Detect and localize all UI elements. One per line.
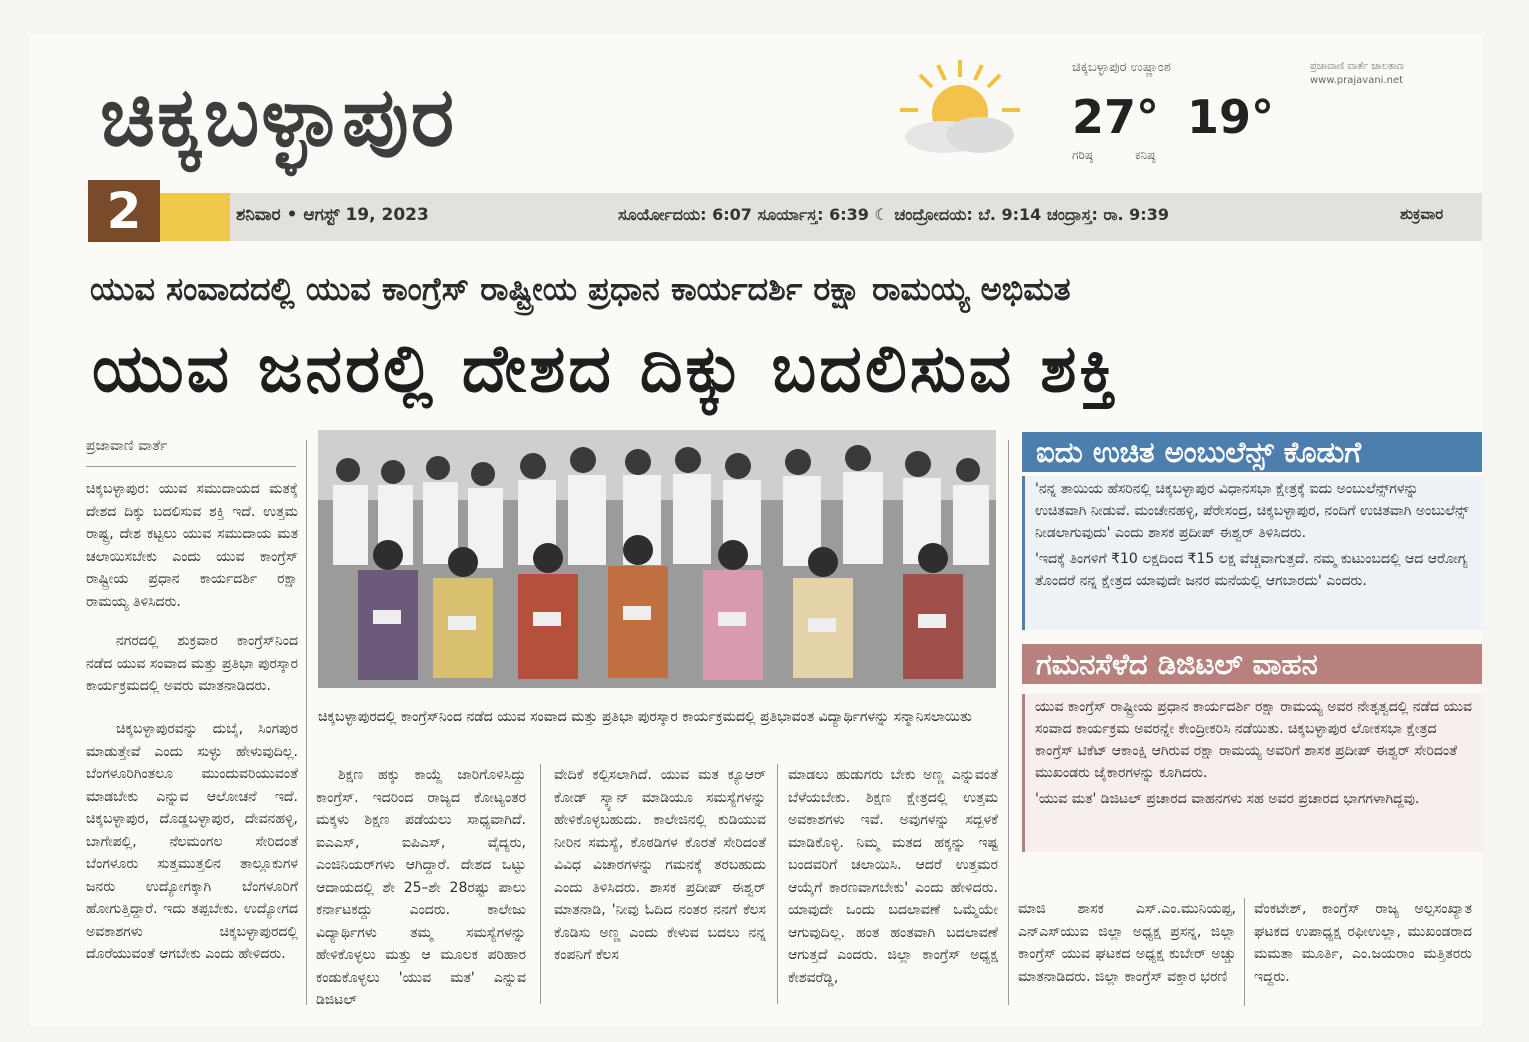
divider	[86, 466, 296, 467]
masthead-title: ಚಿಕ್ಕಬಳ್ಳಾಪುರ	[100, 70, 457, 165]
max-temp: 27°	[1072, 90, 1160, 144]
digital-vehicle-paragraph-1: ಯುವ ಕಾಂಗ್ರೆಸ್ ರಾಷ್ಟ್ರೀಯ ಪ್ರಧಾನ ಕಾರ್ಯದರ್ಶಿ ರಕ್ಷಾ ರಾಮಯ್ಯ ಅವರ ನೇತೃತ್ವದಲ್ಲಿ ನಡೆದ ಯುವ ಸಂವಾದ ಕಾರ್ಯಕ್ರಮ ಅವರನ್ನೇ ಕೇಂದ್ರೀಕರಿಸಿ ನಡೆಯಿತು. ಚಿಕ್ಕಬಳ್ಳಾಪುರ ಲೋಕಸಭಾ ಕ್ಷೇತ್ರದ ಕಾಂಗ್ರೆಸ್ ಟಿಕೆಟ್ ಆಕಾಂಕ್ಷಿ ಆಗಿರುವ ರಕ್ಷಾ ರಾಮಯ್ಯ ಅವರಿಗೆ ಶಾಸಕ ಪ್ರದೀಪ್ ಈಶ್ವರ್ ಸೇರಿದಂತೆ ಮುಖಂಡರು ಜೈಕಾರಗಳನ್ನು ಕೂಗಿದರು.	[1035, 699, 1472, 781]
column-rule	[1244, 898, 1245, 1006]
issue-date: ಶನಿವಾರ • ಆಗಸ್ಟ್ 19, 2023	[236, 205, 429, 225]
article-col1-mid: ನಗರದಲ್ಲಿ ಶುಕ್ರವಾರ ಕಾಂಗ್ರೆಸ್‌ನಿಂದ ನಡೆದ ಯುವ ಸಂವಾದ ಮತ್ತು ಪ್ರತಿಭಾ ಪುರಸ್ಕಾರ ಕಾರ್ಯಕ್ರಮದಲ್ಲಿ ಅವರು ಮಾತನಾಡಿದರು.	[86, 633, 298, 694]
max-temp-label: ಗರಿಷ್ಠ	[1072, 148, 1093, 162]
accent-block	[160, 193, 230, 241]
main-headline: ಯುವ ಜನರಲ್ಲಿ ದೇಶದ ದಿಕ್ಕು ಬದಲಿಸುವ ಶಕ್ತಿ	[92, 330, 1119, 407]
event-photo	[318, 430, 996, 688]
sun-moon-times: ಸೂರ್ಯೋದಯ: 6:07 ಸೂರ್ಯಾಸ್ತ: 6:39 ☾ ಚಂದ್ರೋದಯ: ಬೆ. 9:14 ಚಂದ್ರಾಸ್ತ: ರಾ. 9:39	[618, 205, 1169, 224]
column-rule	[306, 440, 307, 1005]
ambulance-box-title: ಐದು ಉಚಿತ ಅಂಬುಲೆನ್ಸ್ ಕೊಡುಗೆ	[1022, 432, 1482, 472]
byline: ಪ್ರಜಾವಾಣಿ ವಾರ್ತೆ	[86, 438, 168, 454]
article-col4: ಮಾಡಲು ಹುಡುಗರು ಬೇಕು ಅಣ್ಣ ಎನ್ನುವಂತೆ ಬೆಳೆಯಬೇಕು. ಶಿಕ್ಷಣ ಕ್ಷೇತ್ರದಲ್ಲಿ ಉತ್ತಮ ಅವಕಾಶಗಳು ಇವೆ. ಅವುಗಳನ್ನು ಸದ್ಬಳಕೆ ಮಾಡಿಕೊಳ್ಳಿ. ನಿಮ್ಮ ಮತದ ಹಕ್ಕನ್ನು ಇಷ್ಟ ಬಂದವರಿಗೆ ಚಲಾಯಿಸಿ. ಆದರೆ ಉತ್ತಮರ ಆಯ್ಕೆಗೆ ಕಾರಣವಾಗಬೇಕು' ಎಂದು ಹೇಳಿದರು. ಯಾವುದೇ ಒಂದು ಬದಲಾವಣೆ ಒಮ್ಮೆಯೇ ಆಗುವುದಿಲ್ಲ. ಹಂತ ಹಂತವಾಗಿ ಬದಲಾವಣೆ ಆಗುತ್ತದೆ ಎಂದರು. ಜಿಲ್ಲಾ ಕಾಂಗ್ರೆಸ್ ಅಧ್ಯಕ್ಷ ಕೇಶವರೆಡ್ಡಿ,	[788, 767, 998, 986]
article-col5: ಮಾಜಿ ಶಾಸಕ ಎಸ್.ಎಂ.ಮುನಿಯಪ್ಪ, ಎನ್‌ಎಸ್‌ಯುಐ ಜಿಲ್ಲಾ ಅಧ್ಯಕ್ಷ ಪ್ರಸನ್ನ, ಜಿಲ್ಲಾ ಕಾಂಗ್ರೆಸ್ ಯುವ ಘಟಕದ ಅಧ್ಯಕ್ಷ ಕುಬೇರ್ ಅಚ್ಚು ಮಾತನಾಡಿದರು. ಜಿಲ್ಲಾ ಕಾಂಗ್ರೆಸ್ ವಕ್ತಾರ ಭರಣಿ	[1018, 901, 1236, 985]
group-photo-image	[318, 430, 996, 688]
weather-header: ಚಿಕ್ಕಬಳ್ಳಾಪುರ ಉಷ್ಣಾಂಶ	[1072, 60, 1171, 75]
column-rule	[540, 764, 541, 1004]
ambulance-paragraph-2: 'ಇದಕ್ಕೆ ತಿಂಗಳಿಗೆ ₹10 ಲಕ್ಷದಿಂದ ₹15 ಲಕ್ಷ ವೆಚ್ಚವಾಗುತ್ತದೆ. ನಮ್ಮ ಕುಟುಂಬದಲ್ಲಿ ಆದ ಆರೋಗ್ಯ ತೊಂದರೆ ನನ್ನ ಕ್ಷೇತ್ರದ ಯಾವುದೇ ಜನರ ಮನೆಯಲ್ಲಿ ಆಗಬಾರದು' ಎಂದರು.	[1035, 551, 1468, 589]
article-col3: ವೇದಿಕೆ ಕಲ್ಪಿಸಲಾಗಿದೆ. ಯುವ ಮತ ಕ್ಯೂಆರ್ ಕೋಡ್ ಸ್ಕ್ಯಾನ್ ಮಾಡಿಯೂ ಸಮಸ್ಯೆಗಳನ್ನು ಹೇಳಿಕೊಳ್ಳಬಹುದು. ಕಾಲೇಜಿನಲ್ಲಿ ಕುಡಿಯುವ ನೀರಿನ ಸಮಸ್ಯೆ, ಕೊಠಡಿಗಳ ಕೊರತೆ ಸೇರಿದಂತೆ ವಿವಿಧ ವಿಚಾರಗಳನ್ನು ಗಮನಕ್ಕೆ ತರಬಹುದು ಎಂದು ತಿಳಿಸಿದರು. ಶಾಸಕ ಪ್ರದೀಪ್ ಈಶ್ವರ್ ಮಾತನಾಡಿ, 'ನೀವು ಓದಿದ ನಂತರ ನನಗೆ ಕೆಲಸ ಕೊಡಿಸು ಅಣ್ಣ ಎಂದು ಕೇಳುವ ಬದಲು ನನ್ನ ಕಂಪನಿಗೆ ಕೆಲಸ	[554, 767, 766, 963]
column-rule	[777, 764, 778, 1004]
digital-vehicle-box-title: ಗಮನಸೆಳೆದ ಡಿಜಿಟಲ್ ವಾಹನ	[1022, 644, 1482, 684]
ambulance-paragraph-1: 'ನನ್ನ ತಾಯಿಯ ಹೆಸರಿನಲ್ಲಿ ಚಿಕ್ಕಬಳ್ಳಾಪುರ ವಿಧಾನಸಭಾ ಕ್ಷೇತ್ರಕ್ಕೆ ಐದು ಅಂಬುಲೆನ್ಸ್‌ಗಳನ್ನು ಉಚಿತವಾಗಿ ನೀಡುವೆ. ಮಂಚೇನಹಳ್ಳಿ, ಪೆರೇಸಂದ್ರ, ಚಿಕ್ಕಬಳ್ಳಾಪುರ, ನಂದಿಗೆ ಉಚಿತವಾಗಿ ಅಂಬುಲೆನ್ಸ್ ನೀಡಲಾಗುವುದು' ಎಂದು ಶಾಸಕ ಪ್ರದೀಪ್ ಈಶ್ವರ್ ತಿಳಿಸಿದರು.	[1035, 481, 1469, 541]
article-col2: ಶಿಕ್ಷಣ ಹಕ್ಕು ಕಾಯ್ದೆ ಜಾರಿಗೊಳಿಸಿದ್ದು ಕಾಂಗ್ರೆಸ್. ಇದರಿಂದ ರಾಜ್ಯದ ಕೋಟ್ಯಂತರ ಮಕ್ಕಳು ಶಿಕ್ಷಣ ಪಡೆಯಲು ಸಾಧ್ಯವಾಗಿದೆ. ಐಎಎಸ್, ಐಪಿಎಸ್, ವೈದ್ಯರು, ಎಂಜಿನಿಯರ್‌ಗಳು ಆಗಿದ್ದಾರೆ. ದೇಶದ ಒಟ್ಟು ಆದಾಯದಲ್ಲಿ ಶೇ 25–ಶೇ 28ರಷ್ಟು ಪಾಲು ಕರ್ನಾಟಕದ್ದು ಎಂದರು. ಕಾಲೇಜು ವಿದ್ಯಾರ್ಥಿಗಳು ತಮ್ಮ ಸಮಸ್ಯೆಗಳನ್ನು ಹೇಳಿಕೊಳ್ಳಲು ಮತ್ತು ಆ ಮೂಲಕ ಪರಿಹಾರ ಕಂಡುಕೊಳ್ಳಲು 'ಯುವ ಮತ' ಎನ್ನುವ ಡಿಜಿಟಲ್	[316, 767, 526, 1008]
min-temp: 19°	[1187, 90, 1275, 144]
weather-panel	[1072, 60, 1275, 162]
column-rule	[1008, 440, 1009, 1005]
kicker-headline: ಯುವ ಸಂವಾದದಲ್ಲಿ ಯುವ ಕಾಂಗ್ರೆಸ್ ರಾಷ್ಟ್ರೀಯ ಪ್ರಧಾನ ಕಾರ್ಯದರ್ಶಿ ರಕ್ಷಾ ರಾಮಯ್ಯ ಅಭಿಮತ	[90, 270, 1071, 308]
digital-vehicle-box-body	[1022, 694, 1483, 852]
article-col6: ವೆಂಕಟೇಶ್, ಕಾಂಗ್ರೆಸ್ ರಾಜ್ಯ ಅಲ್ಪಸಂಖ್ಯಾತ ಘಟಕದ ಉಪಾಧ್ಯಕ್ಷ ರಫೀಉಲ್ಲಾ, ಮುಖಂಡರಾದ ಮಮತಾ ಮೂರ್ತಿ, ಎಂ.ಜಯರಾಂ ಮತ್ತಿತರರು ಇದ್ದರು.	[1254, 901, 1472, 985]
photo-caption: ಚಿಕ್ಕಬಳ್ಳಾಪುರದಲ್ಲಿ ಕಾಂಗ್ರೆಸ್‌ನಿಂದ ನಡೆದ ಯುವ ಸಂವಾದ ಮತ್ತು ಪ್ರತಿಭಾ ಪುರಸ್ಕಾರ ಕಾರ್ಯಕ್ರಮದಲ್ಲಿ ಪ್ರತಿಭಾವಂತ ವಿದ್ಯಾರ್ಥಿಗಳನ್ನು ಸನ್ಮಾನಿಸಲಾಯಿತು	[318, 709, 972, 725]
page-number: 2	[88, 180, 160, 242]
ambulance-box-body	[1022, 476, 1483, 630]
article-col1-top: ಚಿಕ್ಕಬಳ್ಳಾಪುರ: ಯುವ ಸಮುದಾಯದ ಮತಕ್ಕೆ ದೇಶದ ದಿಕ್ಕು ಬದಲಿಸುವ ಶಕ್ತಿ ಇದೆ. ಉತ್ತಮ ರಾಷ್ಟ್ರ, ದೇಶ ಕಟ್ಟಲು ಯುವ ಸಮುದಾಯ ಮತ ಚಲಾಯಿಸಬೇಕು ಎಂದು ಯುವ ಕಾಂಗ್ರೆಸ್ ರಾಷ್ಟ್ರೀಯ ಪ್ರಧಾನ ಕಾರ್ಯದರ್ಶಿ ರಕ್ಷಾ ರಾಮಯ್ಯ ತಿಳಿಸಿದರು.	[86, 481, 298, 610]
top-right-note: ಪ್ರಜಾವಾಣಿ ವಾರ್ತೆ ಜಾಲತಾಣ www.prajavani.net	[1310, 61, 1404, 86]
min-temp-label: ಕನಿಷ್ಠ	[1135, 148, 1156, 162]
article-col1-bottom: ಚಿಕ್ಕಬಳ್ಳಾಪುರವನ್ನು ದುಬೈ, ಸಿಂಗಪುರ ಮಾಡುತ್ತೇವೆ ಎಂದು ಸುಳ್ಳು ಹೇಳುವುದಿಲ್ಲ. ಬೆಂಗಳೂರಿಗಿಂತಲೂ ಮುಂದುವರಿಯುವಂತೆ ಮಾಡಬೇಕು ಎನ್ನುವ ಆಲೋಚನೆ ಇದೆ. ಚಿಕ್ಕಬಳ್ಳಾಪುರ, ದೊಡ್ಡಬಳ್ಳಾಪುರ, ದೇವನಹಳ್ಳಿ, ಬಾಗೇಪಲ್ಲಿ, ನೆಲಮಂಗಲ ಸೇರಿದಂತೆ ಬೆಂಗಳೂರು ಸುತ್ತಮುತ್ತಲಿನ ತಾಲ್ಲೂಕುಗಳ ಜನರು ಉದ್ಯೋಗಕ್ಕಾಗಿ ಬೆಂಗಳೂರಿಗೆ ಹೋಗುತ್ತಿದ್ದಾರೆ. ಇದು ತಪ್ಪಬೇಕು. ಉದ್ಯೋಗದ ಅವಕಾಶಗಳು ಚಿಕ್ಕಬಳ್ಳಾಪುರದಲ್ಲಿ ದೊರೆಯುವಂತೆ ಆಗಬೇಕು ಎಂದು ಹೇಳಿದರು.	[86, 721, 298, 962]
day-right: ಶುಕ್ರವಾರ	[1400, 205, 1444, 223]
sun-cloud-logo	[890, 55, 1030, 165]
digital-vehicle-paragraph-2: 'ಯುವ ಮತ' ಡಿಜಿಟಲ್ ಪ್ರಚಾರದ ವಾಹನಗಳು ಸಹ ಅವರ ಪ್ರಚಾರದ ಭಾಗಗಳಾಗಿದ್ದವು.	[1035, 791, 1420, 807]
